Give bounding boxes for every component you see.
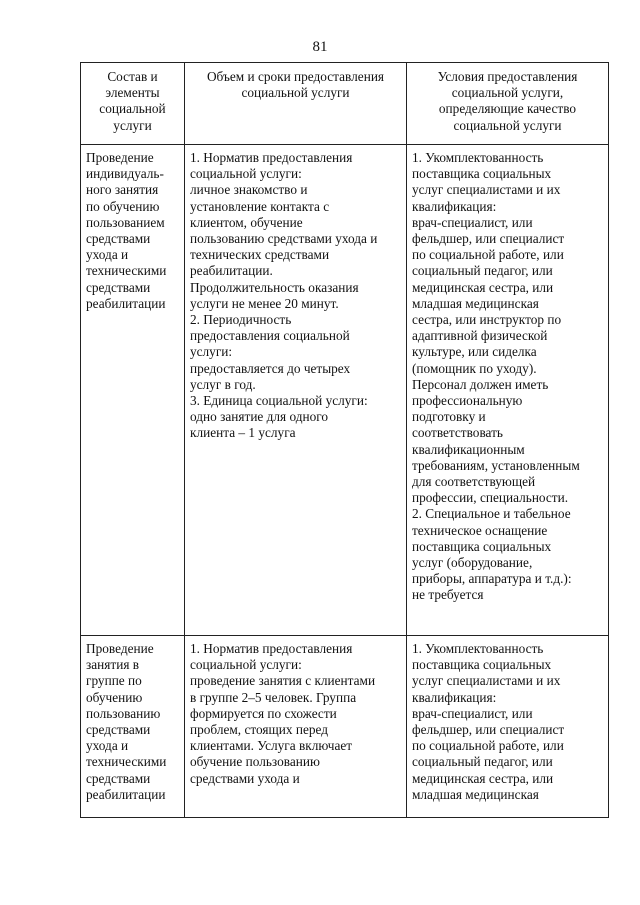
- service-name-cell: [81, 145, 185, 636]
- cell-text-line: 1. Норматив предоставления: [190, 150, 353, 165]
- cell-text-line: врач-специалист, или: [412, 705, 533, 721]
- cell-text-line: 1. Укомплектованность: [412, 641, 544, 656]
- cell-text-line: услуг (оборудование,: [412, 555, 533, 571]
- header-composition: Состав и элементы социальной услуги: [81, 63, 185, 145]
- cell-text-line: 1. Норматив предоставления: [190, 641, 353, 656]
- cell-text-line: обучению: [86, 689, 143, 705]
- cell-text-line: реабилитации.: [190, 263, 273, 279]
- table-row: [81, 145, 609, 636]
- cell-text-line: квалификационным: [412, 441, 525, 457]
- cell-text-line: Проведение: [86, 150, 154, 165]
- cell-text-line: услуг в год.: [190, 376, 256, 392]
- cell-text-line: техническое оснащение: [412, 522, 548, 538]
- cell-text-line: младшая медицинская: [412, 786, 539, 802]
- cell-text-line: культуре, или сиделка: [412, 344, 537, 360]
- cell-text-line: поставщика социальных: [412, 166, 552, 182]
- cell-text-line: занятия в: [86, 657, 140, 673]
- cell-text-line: обучение пользованию: [190, 754, 320, 770]
- cell-text-line: приборы, аппаратура и т.д.):: [412, 571, 572, 587]
- table-header-row: [81, 63, 609, 145]
- cell-text-line: техническими: [86, 754, 167, 770]
- cell-text-line: группе по: [86, 673, 142, 689]
- conditions-cell: [407, 636, 609, 818]
- cell-text-line: квалификация:: [412, 198, 497, 214]
- page-number: 81: [312, 39, 328, 55]
- cell-text-line: адаптивной физической: [412, 328, 548, 344]
- header-volume-terms: Объем и сроки предоставления социальной услуги: [185, 63, 407, 145]
- cell-text-line: младшая медицинская: [412, 295, 539, 311]
- cell-text-line: средствами: [86, 279, 151, 295]
- cell-text-line: ного занятия: [86, 182, 159, 198]
- cell-text-line: фельдшер, или специалист: [412, 231, 565, 247]
- cell-text-line: Проведение: [86, 641, 154, 656]
- cell-text-line: предоставления социальной: [190, 328, 350, 344]
- cell-text-line: услуг специалистами и их: [412, 182, 561, 198]
- cell-text-line: профессиональную: [412, 393, 523, 409]
- service-name-cell: [81, 636, 185, 818]
- cell-text-line: медицинская сестра, или: [412, 770, 554, 786]
- cell-text-line: пользованию средствами ухода и: [190, 231, 378, 247]
- cell-text-line: в группе 2–5 человек. Группа: [190, 689, 357, 705]
- header-conditions-quality: Условия предоставления социальной услуги, определяющие качество социальной услуги: [407, 63, 609, 145]
- cell-text-line: реабилитации: [86, 786, 166, 802]
- cell-text-line: по социальной работе, или: [412, 738, 564, 754]
- volume-terms-cell: [185, 636, 407, 818]
- cell-text-line: технических средствами: [190, 247, 330, 263]
- cell-text-line: пользованию: [86, 705, 161, 721]
- cell-text-line: сестра, или инструктор по: [412, 312, 562, 328]
- cell-text-line: по социальной работе, или: [412, 247, 564, 263]
- cell-text-line: социальный педагог, или: [412, 263, 553, 279]
- cell-text-line: услуг специалистами и их: [412, 673, 561, 689]
- cell-text-line: пользованием: [86, 214, 165, 230]
- cell-text-line: (помощник по уходу).: [412, 360, 537, 376]
- cell-text-line: социальной услуги:: [190, 657, 302, 673]
- cell-text-line: 2. Специальное и табельное: [412, 506, 571, 522]
- table-row: [81, 636, 609, 818]
- cell-text-line: требованиям, установленным: [412, 457, 580, 473]
- cell-text-line: Персонал должен иметь: [412, 376, 549, 392]
- cell-text-line: ухода и: [86, 247, 129, 263]
- cell-text-line: квалификация:: [412, 689, 497, 705]
- cell-text-line: клиентами. Услуга включает: [190, 738, 353, 754]
- cell-text-line: установление контакта с: [190, 198, 330, 214]
- cell-text-line: формируется по схожести: [190, 705, 337, 721]
- volume-terms-cell: [185, 145, 407, 636]
- cell-text-line: средствами: [86, 770, 151, 786]
- cell-text-line: социальной услуги:: [190, 166, 302, 182]
- cell-text-line: средствами: [86, 231, 151, 247]
- cell-text-line: 3. Единица социальной услуги:: [190, 393, 368, 409]
- cell-text-line: клиента – 1 услуга: [190, 425, 296, 441]
- cell-text-line: предоставляется до четырех: [190, 360, 351, 376]
- cell-text-line: фельдшер, или специалист: [412, 722, 565, 738]
- cell-text-line: поставщика социальных: [412, 538, 552, 554]
- cell-text-line: поставщика социальных: [412, 657, 552, 673]
- cell-text-line: личное знакомство и: [190, 182, 308, 198]
- cell-text-line: ухода и: [86, 738, 129, 754]
- services-table: [80, 62, 609, 818]
- cell-text-line: средствами ухода и: [190, 770, 300, 786]
- cell-text-line: услуги:: [190, 344, 233, 360]
- cell-text-line: проблем, стоящих перед: [190, 722, 328, 738]
- cell-text-line: 1. Укомплектованность: [412, 150, 544, 165]
- cell-text-line: Продолжительность оказания: [190, 279, 359, 295]
- cell-text-line: индивидуаль-: [86, 166, 164, 182]
- cell-text-line: соответствовать: [412, 425, 503, 441]
- cell-text-line: одно занятие для одного: [190, 409, 329, 425]
- cell-text-line: подготовку и: [412, 409, 486, 425]
- cell-text-line: врач-специалист, или: [412, 214, 533, 230]
- cell-text-line: техническими: [86, 263, 167, 279]
- cell-text-line: реабилитации: [86, 295, 166, 311]
- cell-text-line: услуги не менее 20 минут.: [190, 295, 339, 311]
- cell-text-line: по обучению: [86, 198, 160, 214]
- cell-text-line: социальный педагог, или: [412, 754, 553, 770]
- cell-text-line: не требуется: [412, 587, 484, 603]
- cell-text-line: профессии, специальности.: [412, 490, 569, 506]
- cell-text-line: средствами: [86, 722, 151, 738]
- cell-text-line: клиентом, обучение: [190, 214, 303, 230]
- conditions-cell: [407, 145, 609, 636]
- cell-text-line: проведение занятия с клиентами: [190, 673, 376, 689]
- cell-text-line: 2. Периодичность: [190, 312, 292, 328]
- cell-text-line: медицинская сестра, или: [412, 279, 554, 295]
- cell-text-line: для соответствующей: [412, 474, 536, 490]
